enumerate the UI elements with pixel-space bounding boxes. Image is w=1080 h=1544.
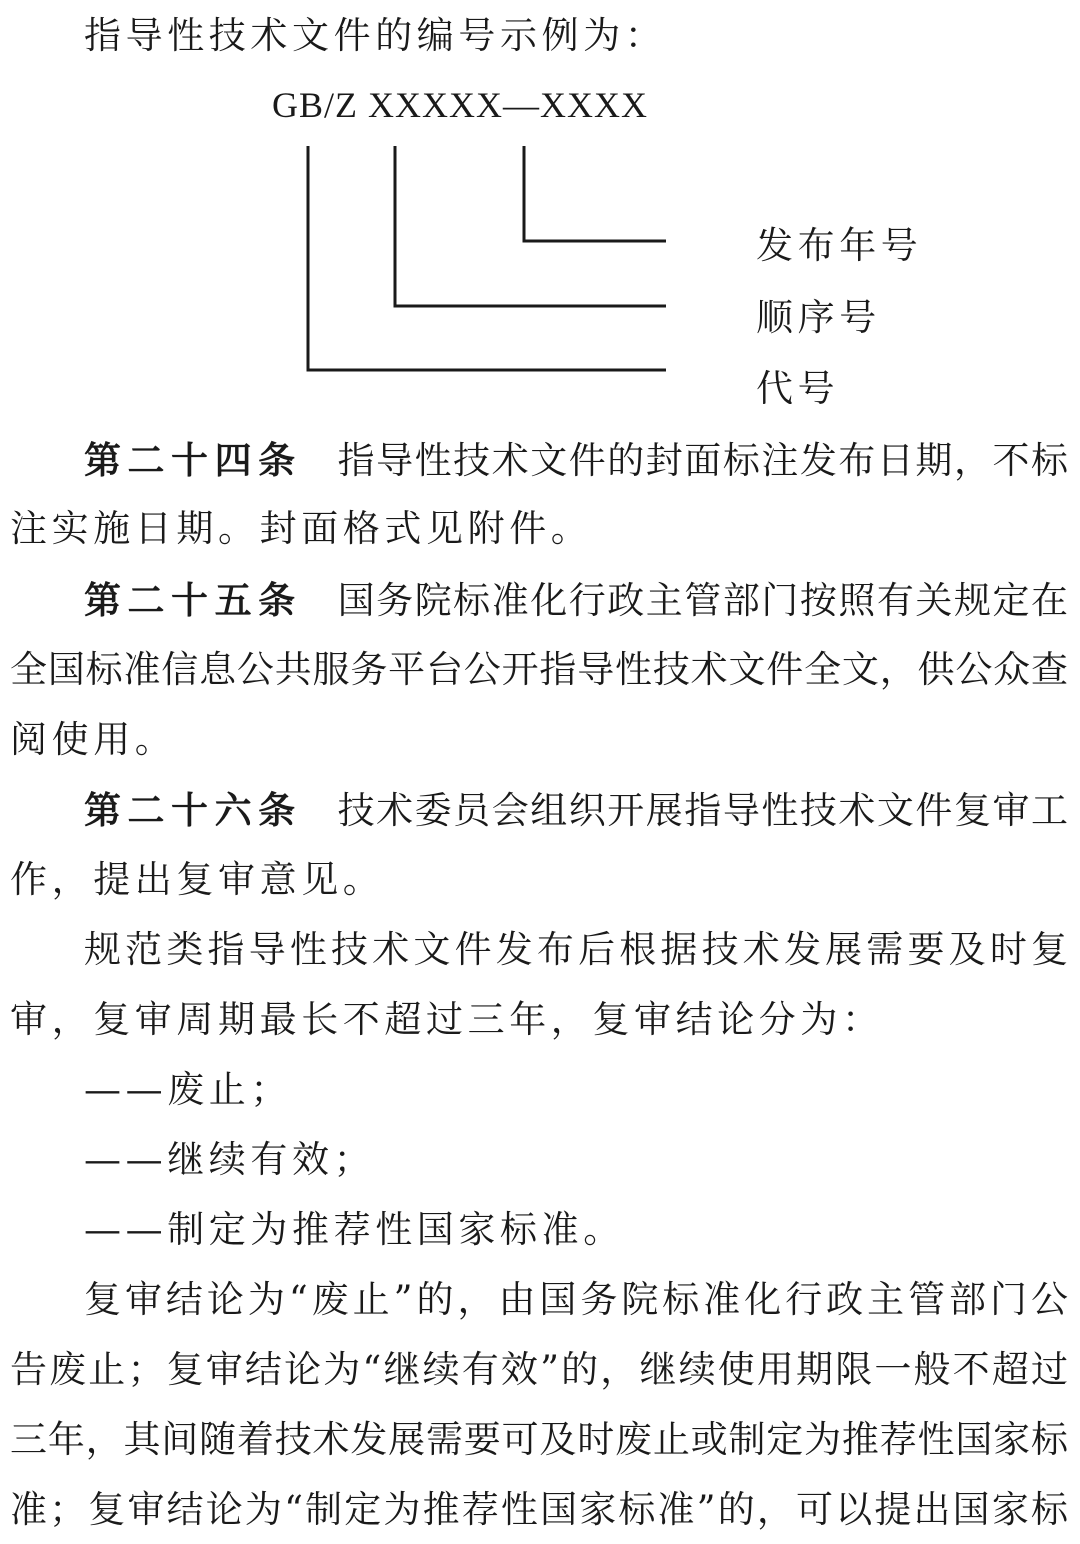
- conclusion-line-4: 准；复审结论为“制定为推荐性国家标准”的，可以提出国家标: [10, 1488, 1068, 1531]
- review-option-3: ——制定为推荐性国家标准。: [84, 1208, 625, 1251]
- review-option-1: ——废止；: [84, 1068, 292, 1111]
- article-24-line-2: 注实施日期。封面格式见附件。: [10, 507, 593, 550]
- bracket-year: [524, 146, 666, 241]
- review-option-2: ——继续有效；: [84, 1138, 376, 1181]
- article-25-line-3: 阅使用。: [10, 718, 177, 761]
- article-24-line-1: 第二十四条 指导性技术文件的封面标注发布日期，不标: [84, 438, 1068, 482]
- article-26-title: 第二十六条: [84, 788, 302, 832]
- bracket-code: [308, 146, 666, 370]
- review-para-line-1: 规范类指导性技术文件发布后根据技术发展需要及时复: [84, 928, 1068, 971]
- review-para-line-2: 审，复审周期最长不超过三年，复审结论分为：: [10, 998, 884, 1041]
- article-24-title: 第二十四条: [84, 438, 302, 482]
- label-code: 代号: [756, 367, 840, 410]
- intro-text: 指导性技术文件的编号示例为：: [84, 14, 667, 57]
- label-year: 发布年号: [756, 224, 923, 267]
- article-25-line-1: 第二十五条 国务院标准化行政主管部门按照有关规定在: [84, 578, 1068, 622]
- article-26-line-1: 第二十六条 技术委员会组织开展指导性技术文件复审工: [84, 788, 1068, 832]
- article-26-line-2: 作，提出复审意见。: [10, 858, 385, 901]
- bracket-sequence: [395, 146, 666, 306]
- conclusion-line-3: 三年，其间随着技术发展需要可及时废止或制定为推荐性国家标: [10, 1418, 1068, 1461]
- conclusion-line-2: 告废止；复审结论为“继续有效”的，继续使用期限一般不超过: [10, 1348, 1068, 1391]
- article-25-title: 第二十五条: [84, 578, 302, 622]
- conclusion-line-1: 复审结论为“废止”的，由国务院标准化行政主管部门公: [84, 1278, 1068, 1321]
- code-example: GB/Z XXXXX—XXXX: [272, 85, 648, 125]
- article-25-line-2: 全国标准信息公共服务平台公开指导性技术文件全文，供公众查: [10, 648, 1068, 691]
- label-sequence: 顺序号: [756, 296, 881, 339]
- numbering-diagram: [0, 0, 1080, 420]
